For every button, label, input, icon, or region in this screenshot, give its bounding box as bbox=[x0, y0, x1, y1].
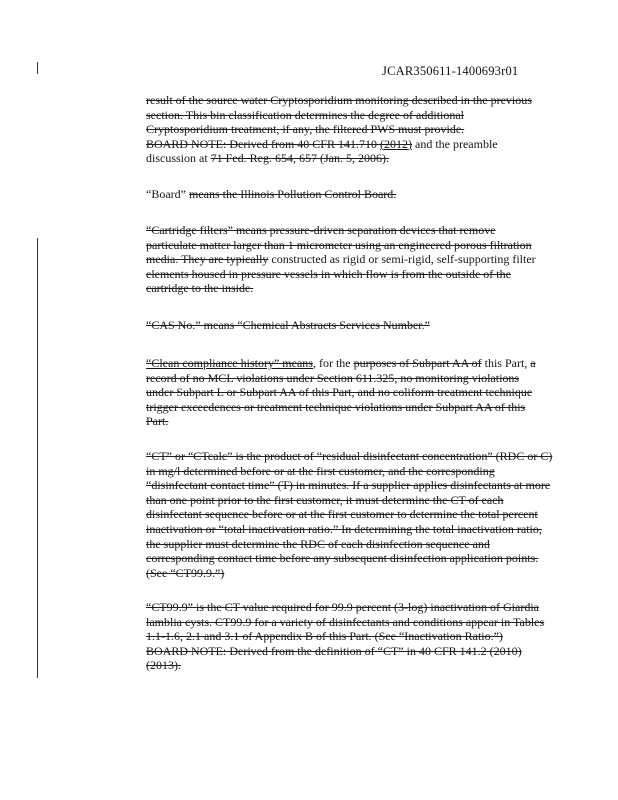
text-line bbox=[146, 464, 546, 479]
struck-text: inactivation or “total inactivation ratio.” In determining the total inactivation ratio, bbox=[146, 521, 542, 536]
text-run: “Board” bbox=[146, 187, 189, 201]
text-line bbox=[146, 629, 546, 644]
definition-block-board bbox=[146, 187, 546, 202]
text-run bbox=[146, 238, 532, 252]
struck-text: elements housed in pressure vessels in which flow is from the outside of the bbox=[146, 266, 511, 281]
text-run bbox=[146, 252, 268, 266]
struck-text: under Subpart L or Subpart AA of this Part, and no coliform treatment technique bbox=[146, 385, 533, 400]
text-line bbox=[146, 478, 551, 493]
text-line bbox=[146, 371, 546, 386]
struck-text: “disinfectant contact time” (T) in minutes. If a supplier applies disinfectants at more bbox=[146, 478, 551, 493]
text-line bbox=[146, 414, 546, 429]
text-run bbox=[530, 356, 535, 370]
text-run bbox=[146, 537, 490, 551]
text-run bbox=[146, 493, 504, 507]
change-bar-main bbox=[37, 238, 38, 678]
text-run bbox=[146, 356, 313, 370]
text-run bbox=[146, 414, 168, 428]
struck-text: “CT99.9” is the CT value required for 99.9 percent (3-log) inactivation of Giardia bbox=[146, 600, 539, 614]
struck-text: 71 Fed. Reg. 654, 657 (Jan. 5, 2006). bbox=[210, 151, 389, 166]
text-run: , for the bbox=[312, 356, 354, 370]
struck-text: corresponding contact time before any subsequent disinfection application points. bbox=[146, 551, 539, 566]
text-run bbox=[146, 385, 532, 399]
struck-text: BOARD NOTE: Derived from the definition of “CT” in 40 CFR 141.2 (2010) bbox=[146, 643, 522, 658]
struck-text: “Cartridge filters” means pressure-driven separation devices that remove bbox=[146, 223, 496, 237]
struck-text: 1.1-1.6, 2.1 and 3.1 of Appendix B of this Part. (See “Inactivation Ratio.”) bbox=[146, 629, 503, 644]
text-line bbox=[146, 449, 553, 464]
struck-text: BOARD NOTE: Derived from 40 CFR 141.710 bbox=[146, 136, 380, 151]
struck-text: a bbox=[530, 356, 536, 370]
struck-text: than one point prior to the first customer, it must determine the CT of each bbox=[146, 492, 504, 507]
text-line bbox=[146, 281, 546, 296]
text-run bbox=[146, 464, 495, 478]
text-run: this Part, bbox=[481, 356, 531, 370]
text-run bbox=[146, 137, 380, 151]
struck-text: particulate matter larger than 1 micrometer using an engineered porous filtration bbox=[146, 237, 532, 252]
text-run bbox=[146, 223, 496, 237]
definition-block-ct99-9 bbox=[146, 600, 546, 673]
text-line bbox=[146, 507, 546, 522]
text-run bbox=[146, 551, 538, 565]
text-line bbox=[146, 267, 546, 282]
struck-text: in mg/l determined before or at the first customer, and the corresponding bbox=[146, 463, 495, 478]
definition-block-cas-no bbox=[146, 318, 546, 333]
text-line bbox=[146, 644, 546, 659]
text-run bbox=[146, 281, 253, 295]
struck-text: “CT” or “CTcalc” is the product of “residual disinfectant concentration” (RDC or C) bbox=[146, 449, 553, 463]
text-run bbox=[146, 644, 522, 658]
text-run bbox=[146, 371, 519, 385]
text-line bbox=[146, 238, 546, 253]
text-line bbox=[146, 400, 546, 415]
definition-block-cartridge-filters bbox=[146, 223, 546, 296]
definition-block-clean-compliance-history bbox=[146, 356, 546, 429]
text-line bbox=[146, 151, 546, 166]
text-line bbox=[146, 658, 546, 673]
text-run bbox=[146, 478, 550, 492]
text-line bbox=[146, 537, 546, 552]
text-run bbox=[380, 137, 412, 151]
text-line bbox=[146, 566, 546, 581]
struck-text: Cryptosporidium treatment, if any, the filtered PWS must provide. bbox=[146, 122, 465, 137]
definition-block-continued bbox=[146, 93, 546, 166]
text-run bbox=[189, 187, 396, 201]
text-line bbox=[146, 522, 546, 537]
change-bar-top bbox=[37, 62, 38, 74]
struck-text: result of the source water Cryptosporidium monitoring described in the previous bbox=[146, 93, 532, 107]
text-line bbox=[146, 122, 546, 137]
text-run bbox=[146, 658, 181, 672]
text-run bbox=[146, 318, 430, 332]
text-run: constructed as rigid or semi-rigid, self-supporting filter bbox=[268, 252, 536, 267]
struck-text: the supplier must determine the RDC of each disinfection sequence and bbox=[146, 536, 490, 551]
struck-text: (See “CT99.9.”) bbox=[146, 565, 225, 580]
text-run bbox=[146, 522, 542, 536]
struck-text: trigger exceedences or treatment technique violations under Subpart AA of this bbox=[146, 399, 526, 414]
text-line bbox=[146, 137, 546, 152]
text-run bbox=[146, 267, 511, 281]
struck-text: media. They are typically bbox=[146, 252, 269, 267]
struck-text: “Clean compliance history” means bbox=[146, 356, 313, 370]
struck-text: lamblia cysts. CT99.9 for a variety of disinfectants and conditions appear in Tables bbox=[146, 614, 545, 629]
text-run bbox=[354, 356, 482, 370]
struck-text: (2012) bbox=[380, 136, 412, 151]
struck-text: (2013). bbox=[146, 658, 181, 673]
struck-text: means the Illinois Pollution Control Board. bbox=[188, 187, 397, 201]
text-run bbox=[146, 615, 544, 629]
text-line bbox=[146, 493, 546, 508]
text-run bbox=[146, 400, 525, 414]
text-run bbox=[146, 600, 539, 614]
text-run: discussion at bbox=[146, 151, 211, 166]
struck-text: section. This bin classification determines the degree of additional bbox=[146, 107, 465, 122]
text-line bbox=[146, 187, 546, 202]
text-run bbox=[146, 108, 464, 122]
text-run bbox=[211, 151, 389, 165]
text-line bbox=[146, 223, 546, 238]
text-run bbox=[146, 449, 552, 463]
text-line bbox=[146, 318, 546, 333]
text-line bbox=[146, 93, 546, 108]
struck-text: purposes of Subpart AA of bbox=[353, 356, 482, 370]
struck-text: record of no MCL violations under Section 611.325, no monitoring violations bbox=[146, 370, 520, 385]
text-line bbox=[146, 108, 546, 123]
text-run bbox=[146, 566, 224, 580]
text-run bbox=[146, 629, 503, 643]
text-line bbox=[146, 600, 546, 615]
document-id: JCAR350611-1400693r01 bbox=[382, 64, 519, 78]
text-run bbox=[146, 507, 538, 521]
text-line bbox=[146, 385, 546, 400]
text-line bbox=[146, 252, 546, 267]
text-line bbox=[146, 356, 546, 371]
text-run bbox=[146, 93, 532, 107]
struck-text: disinfectant sequence before or at the first customer to determine the total percent bbox=[146, 507, 538, 522]
text-line bbox=[146, 615, 546, 630]
text-line bbox=[146, 551, 546, 566]
text-run bbox=[146, 122, 464, 136]
definition-block-ct bbox=[146, 449, 553, 580]
struck-text: “CAS No.” means “Chemical Abstracts Services Number.” bbox=[146, 318, 430, 332]
struck-text: cartridge to the inside. bbox=[146, 281, 254, 296]
text-run: and the preamble bbox=[412, 136, 498, 151]
struck-text: Part. bbox=[146, 414, 169, 429]
